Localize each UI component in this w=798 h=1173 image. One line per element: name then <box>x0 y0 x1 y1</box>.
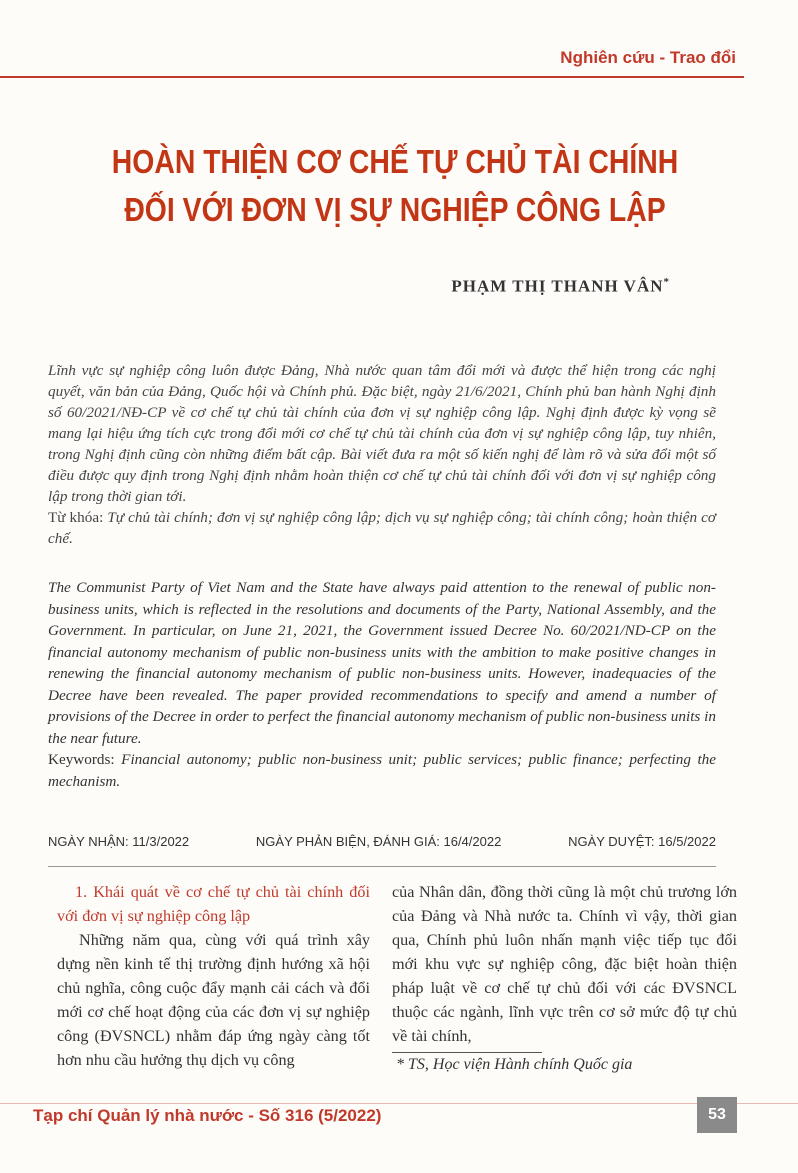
date-reviewed: NGÀY PHẢN BIỆN, ĐÁNH GIÁ: 16/4/2022 <box>255 834 502 849</box>
journal-citation: Tạp chí Quản lý nhà nước - Số 316 (5/2022) <box>33 1106 382 1125</box>
keywords-en <box>48 749 716 792</box>
abstract-vietnamese <box>48 360 716 549</box>
abstract-vi-text: Lĩnh vực sự nghiệp công luôn được Đảng, Nhà nước quan tâm đổi mới và được thể hiện trong các nghị quyết, văn bản của Đảng, Quốc hội và Chính phủ. Đặc biệt, ngày 21/6/2021, Chính phủ ban hành Nghị định số 60/2021/NĐ-CP về cơ chế tự chủ tài chính của đơn vị sự nghiệp công lập. Nghị định được kỳ vọng sẽ mang lại hiệu ứng tích cực trong đổi mới cơ chế tự chủ tài chính của đơn vị sự nghiệp công lập, tuy nhiên, trong Nghị định cũng còn những điểm bất cập. Bài viết đưa ra một số kiến nghị để làm rõ và sửa đổi một số điều được quy định trong Nghị định nhằm hoàn thiện cơ chế tự chủ tài chính đối với đơn vị sự nghiệp công lập trong thời gian tới. <box>48 362 716 505</box>
date-approved: NGÀY DUYỆT: 16/5/2022 <box>568 834 716 849</box>
dates-divider <box>48 866 716 867</box>
date-received: NGÀY NHẬN: 11/3/2022 <box>48 834 190 849</box>
body-column-left <box>57 880 370 1072</box>
author-name <box>300 276 670 297</box>
keywords-en-label: Keywords: <box>48 751 115 768</box>
page-bottom-edge <box>0 1160 798 1173</box>
header-divider <box>0 76 744 78</box>
article-dates <box>48 834 716 849</box>
title-line-2: ĐỐI VỚI ĐƠN VỊ SỰ NGHIỆP CÔNG LẬP <box>124 191 666 228</box>
author-footnote: * TS, Học viện Hành chính Quốc gia <box>396 1056 633 1073</box>
keywords-vi <box>48 507 716 549</box>
footer-divider <box>0 1103 798 1104</box>
body-paragraph-left: Những năm qua, cùng với quá trình xây dựng nền kinh tế thị trường định hướng xã hội chủ nghĩa, công cuộc đẩy mạnh cải cách và đổi mới cơ chế hoạt động của các đơn vị sự nghiệp công (ĐVSNCL) nhằm đáp ứng ngày càng tốt hơn nhu cầu hưởng thụ dịch vụ công <box>57 931 370 1069</box>
section-header: Nghiên cứu - Trao đổi <box>560 48 736 67</box>
section-heading: 1. Khái quát về cơ chế tự chủ tài chính đối với đơn vị sự nghiệp công lập <box>57 883 370 925</box>
abstract-english <box>48 577 716 792</box>
footnote-divider <box>392 1052 542 1053</box>
body-paragraph-right: của Nhân dân, đồng thời cũng là một chủ trương lớn của Đảng và Nhà nước ta. Chính vì vậy, thời gian qua, Chính phủ luôn nhấn mạnh việc tiếp tục đổi mới khu vực sự nghiệp công, đặc biệt hoàn thiện pháp luật về cơ chế tự chủ đối với các ĐVSNCL thuộc các ngành, lĩnh vực trên cơ sở mức độ tự chủ về tài chính, <box>392 883 737 1045</box>
body-column-right <box>392 880 737 1048</box>
author-text: PHẠM THỊ THANH VÂN <box>451 276 664 296</box>
page-number: 53 <box>697 1097 737 1133</box>
article-title <box>107 138 683 234</box>
author-footnote-mark: * <box>663 276 670 288</box>
keywords-vi-text: Tự chủ tài chính; đơn vị sự nghiệp công lập; dịch vụ sự nghiệp công; tài chính công; hoàn thiện cơ chế. <box>48 509 716 547</box>
keywords-vi-label: Từ khóa: <box>48 509 104 526</box>
keywords-en-text: Financial autonomy; public non-business unit; public services; public finance; perfecting the mechanism. <box>48 751 717 790</box>
abstract-en-text: The Communist Party of Viet Nam and the State have always paid attention to the renewal of public non-business units, which is reflected in the resolutions and documents of the Party, National Assembly, and the Government. In particular, on June 21, 2021, the Government issued Decree No. 60/2021/ND-CP on the financial autonomy mechanism of public non-business units with the ambition to make positive changes in renewing the financial autonomy mechanism of public non-business units. However, inadequacies of the Decree have been revealed. The paper provided recommendations to specify and amend a number of provisions of the Decree in order to perfect the financial autonomy mechanism of public non-business units in the near future. <box>48 579 716 747</box>
title-line-1: HOÀN THIỆN CƠ CHẾ TỰ CHỦ TÀI CHÍNH <box>111 143 679 180</box>
